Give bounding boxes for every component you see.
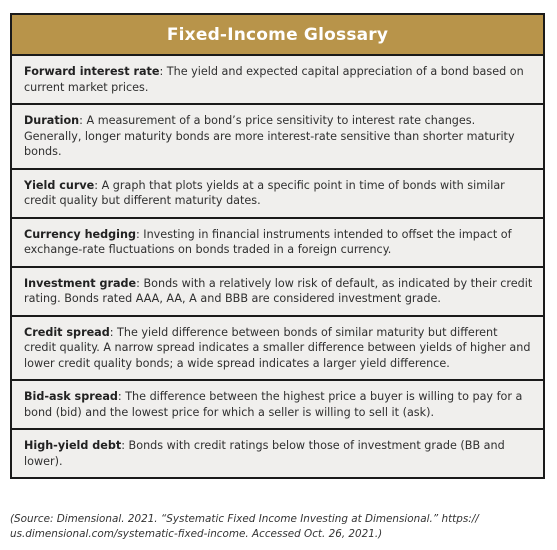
term-currency-hedging: Currency hedging bbox=[24, 227, 136, 241]
source-citation: (Source: Dimensional. 2021. “Systematic Fixed Income Investing at Dimensional.” https:// us.dimensional.com/systematic-fixed-income. Accessed Oct. 26, 2021.) bbox=[10, 513, 479, 540]
glossary-entry-currency-hedging bbox=[12, 217, 543, 266]
term-duration: Duration bbox=[24, 114, 80, 127]
glossary-entry-yield-curve bbox=[12, 168, 543, 217]
term-yield-curve: Yield curve bbox=[24, 178, 95, 192]
definition-investment-grade: : Bonds with a relatively low risk of default, as indicated by their credit rating. Bonds rated AAA, AA, A and BBB are considered investment grade. bbox=[24, 276, 533, 305]
glossary-entry-high-yield-debt bbox=[12, 428, 543, 477]
glossary-table bbox=[10, 13, 545, 479]
definition-bid-ask-spread: : The difference between the highest price a buyer is willing to pay for a bond (bid) and the lowest price for which a seller is willing to sell it (ask). bbox=[24, 390, 523, 419]
definition-high-yield-debt: : Bonds with credit ratings below those of investment grade (BB and lower). bbox=[24, 439, 505, 468]
term-forward-interest-rate: Forward interest rate bbox=[24, 65, 160, 78]
glossary-entry-duration bbox=[12, 103, 543, 168]
glossary-title: Fixed-Income Glossary bbox=[12, 15, 543, 56]
definition-credit-spread: : The yield difference between bonds of similar maturity but different credit quality. A narrow spread indicates a smaller difference between yields of higher and lower credit quality bonds; a wide spread indicates a larger yield difference. bbox=[24, 325, 531, 370]
glossary-entry-credit-spread bbox=[12, 315, 543, 380]
definition-currency-hedging: : Investing in financial instruments intended to offset the impact of exchange-rate fluctuations on bonds traded in a foreign currency. bbox=[24, 227, 512, 256]
term-bid-ask-spread: Bid-ask spread bbox=[24, 390, 118, 403]
definition-forward-interest-rate: : The yield and expected capital appreciation of a bond based on current market prices. bbox=[24, 65, 524, 94]
term-investment-grade: Investment grade bbox=[24, 276, 137, 290]
term-high-yield-debt: High-yield debt bbox=[24, 439, 122, 452]
glossary-entry-investment-grade bbox=[12, 266, 543, 315]
glossary-entry-bid-ask-spread bbox=[12, 379, 543, 428]
term-credit-spread: Credit spread bbox=[24, 325, 110, 339]
definition-yield-curve: : A graph that plots yields at a specific point in time of bonds with similar credit quality but different maturity dates. bbox=[24, 178, 505, 207]
definition-duration: : A measurement of a bond’s price sensitivity to interest rate changes. Generally, longer maturity bonds are more interest-rate sensitive than shorter maturity bonds. bbox=[24, 114, 515, 158]
glossary-entry-forward-interest-rate bbox=[12, 56, 543, 103]
